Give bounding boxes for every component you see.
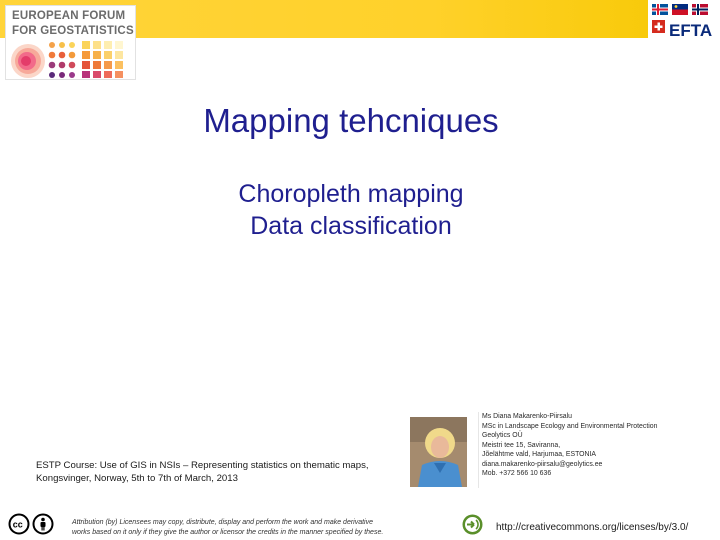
logo-dot-grid-graphic (10, 39, 132, 79)
logo-text-line2: FOR GEOSTATISTICS (12, 25, 134, 37)
iceland-flag-icon (652, 4, 668, 15)
attribution-person-icon (34, 515, 53, 534)
contact-details (478, 412, 704, 488)
creative-commons-icon (10, 515, 29, 534)
svg-text:cc: cc (12, 519, 23, 530)
attribution-text (72, 518, 440, 537)
contact-email: diana.makarenko-piirsalu@geolytics.ee (482, 460, 603, 468)
contact-street: Meistri tee 15, Saviranna, (482, 441, 561, 449)
cc-license-icons (8, 513, 56, 535)
license-url-link[interactable]: http://creativecommons.org/licenses/by/3.0/ (496, 522, 689, 533)
course-info (36, 460, 408, 486)
contact-company: Geolytics OÜ (482, 432, 523, 439)
liechtenstein-flag-icon (672, 4, 688, 15)
slide-subtitle-line2: Data classification (250, 212, 452, 240)
slide-title: Mapping tehcniques (203, 102, 499, 139)
efta-flags-badge (648, 0, 720, 44)
slide-subtitle-line1: Choropleth mapping (238, 180, 464, 208)
attribution-line1: Attribution (by) Licensees may copy, distribute, display and perform the work and make derivative (72, 519, 374, 526)
presenter-photo-graphic (410, 417, 467, 487)
course-info-line2: Kongsvinger, Norway, 5th to 7th of March, 2013 (36, 472, 238, 484)
course-info-line1: ESTP Course: Use of GIS in NSIs – Representing statistics on thematic maps, (36, 460, 369, 471)
switzerland-flag-icon (652, 20, 665, 33)
attribution-line2: works based on it only if they give the author or licensor the credits in the manner specified by these. (72, 528, 384, 536)
efta-badge-text: EFTA (669, 21, 713, 40)
contact-name: Ms Diana Makarenko-Piirsalu (482, 413, 572, 420)
share-icon (462, 514, 483, 535)
forum-logo (5, 5, 136, 80)
contact-phone: Mob. +372 566 10 636 (482, 470, 552, 477)
contact-degree: MSc in Landscape Ecology and Environmental Protection (482, 422, 658, 430)
contact-region: Jõelähtme vald, Harjumaa, ESTONIA (482, 451, 596, 458)
presenter-photo (410, 417, 467, 487)
norway-flag-icon (692, 4, 708, 15)
logo-text-line1: EUROPEAN FORUM (12, 10, 126, 22)
